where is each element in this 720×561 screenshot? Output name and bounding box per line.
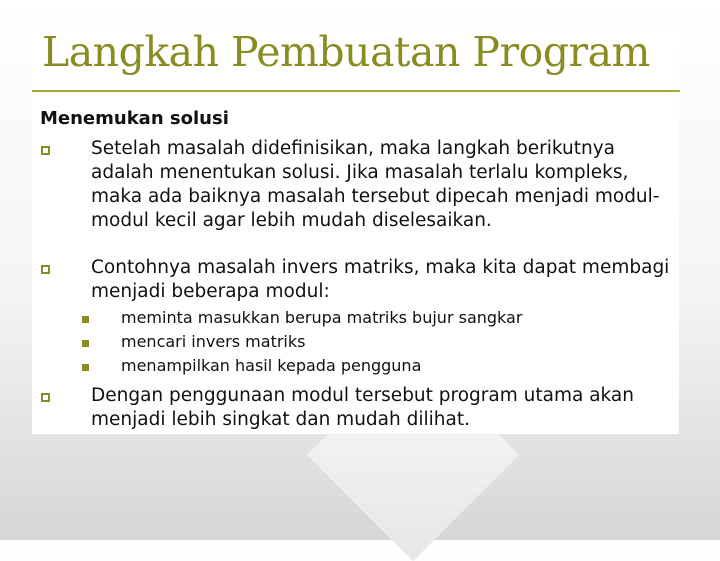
title-divider [32, 90, 680, 92]
filled-square-bullet-icon [82, 316, 89, 323]
sub-bullet-text: menampilkan hasil kepada pengguna [121, 356, 422, 375]
slide-title: Langkah Pembuatan Program [42, 28, 650, 76]
sub-bullet-text: mencari invers matriks [121, 332, 306, 351]
filled-square-bullet-icon [82, 364, 89, 371]
bullet-text-2: Contohnya masalah invers matriks, maka kita dapat membagi menjadi beberapa modul: [91, 257, 670, 302]
bullet-text-1: Setelah masalah didefinisikan, maka langkah berikutnya adalah menentukan solusi. Jika masalah terlalu kompleks, maka ada baiknya masalah tersebut dipecah menjadi modul-modul kecil agar lebih mudah diselesaikan. [91, 138, 660, 231]
section-heading: Menemukan solusi [40, 108, 229, 129]
filled-square-bullet-icon [82, 340, 89, 347]
sub-bullet-text: meminta masukkan berupa matriks bujur sangkar [121, 308, 523, 327]
hollow-square-bullet-icon [41, 146, 50, 155]
bullet-text-3: Dengan penggunaan modul tersebut program utama akan menjadi lebih singkat dan mudah dilihat. [91, 385, 634, 430]
hollow-square-bullet-icon [41, 265, 50, 274]
hollow-square-bullet-icon [41, 393, 50, 402]
